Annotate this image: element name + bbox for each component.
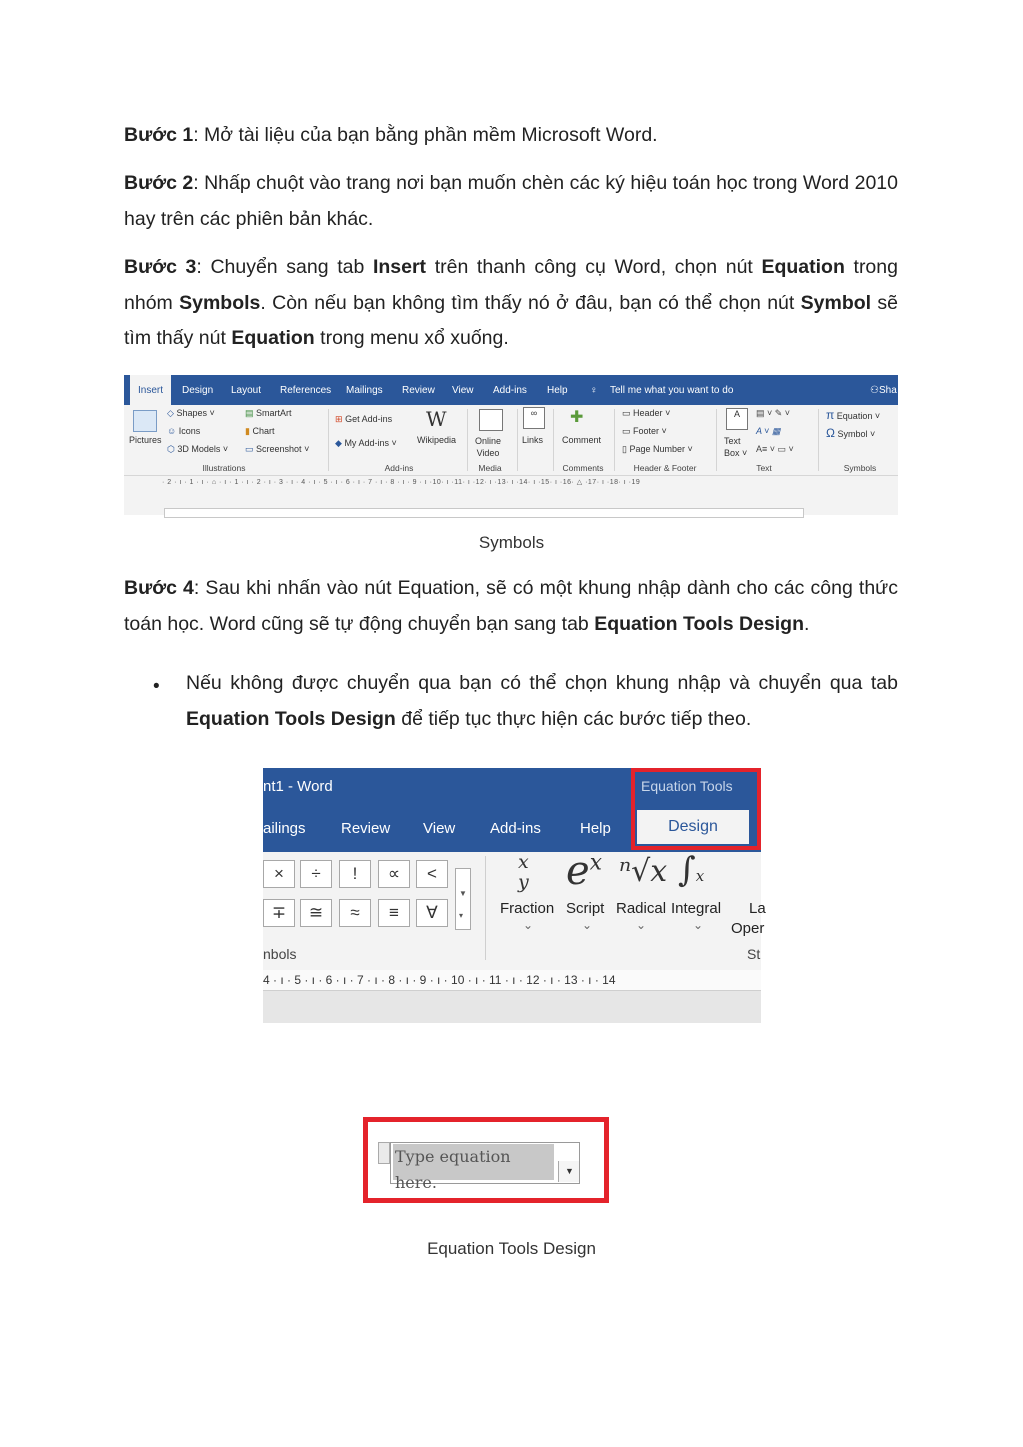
radical-icon: ⁿ√x xyxy=(619,854,668,889)
my-addins-label: My Add-ins xyxy=(344,438,389,448)
equation-tools-screenshot xyxy=(263,768,766,1022)
large-operator-button[interactable]: La xyxy=(749,900,766,917)
header-icon: ▭ xyxy=(622,408,631,418)
group-separator xyxy=(614,409,615,471)
cube-icon: ⬡ xyxy=(167,444,175,454)
get-addins-button[interactable] xyxy=(335,414,392,425)
step3-text-4: . Còn nếu bạn không tìm thấy nó ở đâu, bạn có thể chọn nút xyxy=(260,291,801,314)
tab-help[interactable]: Help xyxy=(547,385,568,396)
caption-equation-tools-design: Equation Tools Design xyxy=(427,1239,596,1258)
step1-text: : Mở tài liệu của bạn bằng phần mềm Microsoft Word. xyxy=(193,124,658,146)
header-label: Header xyxy=(633,408,663,418)
step3-bold-equation-2: Equation xyxy=(231,327,315,349)
chevron-down-icon: ▼ xyxy=(565,1166,574,1176)
smartart-button[interactable] xyxy=(245,408,292,419)
tab-addins[interactable]: Add-ins xyxy=(493,385,527,396)
comment-icon: ✚ xyxy=(570,409,584,426)
document-canvas xyxy=(164,508,804,518)
bullet-text-1: Nếu không được chuyển qua bạn có thể chọn khung nhập và chuyển qua tab xyxy=(186,672,898,694)
wikipedia-button[interactable]: Wikipedia xyxy=(417,435,457,445)
footer-label: Footer xyxy=(633,426,660,436)
dropcap-icon[interactable]: A≡ ˅ ▭ ˅ xyxy=(756,444,794,454)
step3-paragraph xyxy=(124,250,898,357)
shapes-button[interactable]: ◇ Shapes ˅ xyxy=(167,408,215,418)
chart-icon: ▮ xyxy=(245,426,250,436)
equation-tools-label: Equation Tools xyxy=(641,778,733,794)
step1-label: Bước 1 xyxy=(124,124,194,146)
equation-button[interactable]: π Equation ˅ xyxy=(826,408,881,422)
tab-review[interactable]: Review xyxy=(341,820,391,837)
horizontal-ruler: 4 · ı · 5 · ı · 6 · ı · 7 · ı · 8 · ı · 9 · ı · 10 · ı · 11 · ı · 12 · ı · 13 · ı · 14 xyxy=(263,970,761,990)
equation-options-dropdown[interactable] xyxy=(558,1161,579,1182)
step3-text-3: trong nhóm xyxy=(124,256,898,314)
group-separator xyxy=(517,409,518,471)
group-illustrations: Illustrations xyxy=(202,463,246,473)
group-symbols-label: nbols xyxy=(263,946,297,962)
insert-ribbon-screenshot xyxy=(124,375,898,515)
symbol-divide[interactable]: ÷ xyxy=(300,860,332,888)
wikipedia-icon: W xyxy=(426,407,447,431)
page-number-label: Page Number xyxy=(629,444,685,454)
share-button[interactable] xyxy=(870,375,897,405)
symbol-times[interactable]: × xyxy=(263,860,295,888)
footer-button[interactable]: ▭ Footer ˅ xyxy=(622,426,667,436)
3d-models-button[interactable]: ⬡ 3D Models ˅ xyxy=(167,444,229,454)
tab-references[interactable]: References xyxy=(280,385,332,396)
chart-button[interactable] xyxy=(245,426,274,437)
addins-icon: ◆ xyxy=(335,438,342,448)
footer-icon: ▭ xyxy=(622,426,631,436)
step4-bold-equation-tools: Equation Tools Design xyxy=(594,612,804,635)
shapes-icon: ◇ xyxy=(167,408,174,418)
online-video-label-2: Video xyxy=(476,448,500,458)
window-title: nt1 - Word xyxy=(263,778,333,795)
my-addins-button[interactable]: ◆ My Add-ins ˅ xyxy=(335,438,397,448)
tab-review[interactable]: Review xyxy=(402,385,435,396)
tell-me-search[interactable]: Tell me what you want to do xyxy=(610,385,734,396)
symbol-congruent[interactable]: ≅ xyxy=(300,899,332,927)
tab-view[interactable]: View xyxy=(423,820,456,837)
radical-button[interactable]: Radical xyxy=(616,900,667,917)
equation-input[interactable]: Type equation here. xyxy=(393,1144,554,1180)
group-separator xyxy=(818,409,819,471)
fraction-icon: x y xyxy=(518,851,529,893)
icons-button[interactable] xyxy=(167,426,200,436)
group-symbols: Symbols xyxy=(843,463,877,473)
screenshot-icon: ▭ xyxy=(245,444,254,454)
gallery-scrollbar[interactable] xyxy=(455,868,471,930)
symbol-factorial[interactable]: ! xyxy=(339,860,371,888)
group-separator xyxy=(485,856,486,960)
icons-icon: ☺ xyxy=(167,426,177,436)
smartart-icon: ▤ xyxy=(245,408,254,418)
step3-text-1: : Chuyển sang tab xyxy=(196,256,373,278)
ribbon-tab-bar xyxy=(124,375,898,405)
shapes-label: Shapes xyxy=(176,408,207,418)
step3-bold-insert: Insert xyxy=(372,256,427,278)
equation-label: Equation xyxy=(836,411,873,421)
group-media: Media xyxy=(478,463,502,473)
large-operator-label-2: Oper xyxy=(731,920,765,937)
tab-design[interactable]: Design xyxy=(182,385,214,396)
step3-bold-symbol: Symbol xyxy=(800,291,872,314)
online-video-label-1: Online xyxy=(475,436,502,446)
chart-label: Chart xyxy=(252,426,275,436)
online-video-icon xyxy=(479,409,503,431)
integral-icon: ∫x xyxy=(678,850,705,890)
symbol-proportional[interactable]: ∝ xyxy=(378,860,410,888)
scroll-down-icon: ▼ xyxy=(459,889,467,898)
script-icon: $e^x$ xyxy=(566,848,603,894)
comment-button[interactable]: Comment xyxy=(562,435,602,445)
drag-handle-icon[interactable] xyxy=(378,1142,390,1164)
group-separator xyxy=(716,409,717,471)
step4-paragraph xyxy=(124,571,898,642)
symbol-button[interactable]: Ω Symbol ˅ xyxy=(826,426,876,440)
pi-icon: π xyxy=(826,408,835,422)
symbol-label: Symbol xyxy=(837,429,868,439)
symbol-less-than[interactable]: < xyxy=(416,860,448,888)
header-button[interactable]: ▭ Header ˅ xyxy=(622,408,671,418)
step2-text: : Nhấp chuột vào trang nơi bạn muốn chèn các ký hiệu toán học trong Word 2010 hay trên các phiên bản khác. xyxy=(124,172,898,230)
step3-text-6: trong menu xổ xuống. xyxy=(314,327,509,349)
group-text: Text xyxy=(756,463,772,473)
3d-models-label: 3D Models xyxy=(177,444,221,454)
tab-insert[interactable]: Insert xyxy=(130,375,171,405)
tab-mailings[interactable]: Mailings xyxy=(346,385,383,396)
integral-chevron-icon: ⌄ xyxy=(693,918,704,932)
step4-text-1: : Sau khi nhấn vào nút Equation, sẽ có một khung nhập dành cho các công thức toán học. Word cũng sẽ tự động chuyển bạn sang tab xyxy=(124,577,898,635)
horizontal-ruler: · 2 · ı · 1 · ı · ⌂ · ı · 1 · ı · 2 · ı · 3 · ı · 4 · ı · 5 · ı · 6 · ı · 7 · ı · 8 · ı · 9 · ı ·10· ı ·11· ı ·12· ı ·13· ı ·14· ı ·15· ı ·16· △ ·17· ı ·18· ı ·19 xyxy=(162,479,641,486)
quick-parts-icon[interactable]: ▤ ˅ ✎ ˅ xyxy=(756,408,791,418)
tab-addins[interactable]: Add-ins xyxy=(490,820,541,837)
fraction-button[interactable]: Fraction xyxy=(500,900,555,917)
step2-label: Bước 2 xyxy=(124,172,194,194)
symbol-for-all[interactable]: ∀ xyxy=(416,899,448,927)
group-addins: Add-ins xyxy=(384,463,414,473)
online-video-button[interactable] xyxy=(475,435,501,459)
omega-icon: Ω xyxy=(826,426,835,440)
tab-design[interactable]: Design xyxy=(637,810,749,844)
text-box-button[interactable]: Text Box ˅ xyxy=(724,436,748,458)
page-number-icon: ▯ xyxy=(622,444,627,454)
text-box-label-2: Box xyxy=(724,448,740,458)
bullet-text-2: để tiếp tục thực hiện các bước tiếp theo. xyxy=(395,707,752,730)
pictures-icon xyxy=(133,410,157,432)
step1-paragraph xyxy=(124,118,898,154)
screenshot-label: Screenshot xyxy=(256,444,302,454)
bullet-marker: • xyxy=(153,676,160,697)
highlight-box xyxy=(631,768,761,850)
radical-chevron-icon: ⌄ xyxy=(636,918,647,932)
group-separator xyxy=(467,409,468,471)
caption-symbols: Symbols xyxy=(478,533,545,552)
links-button[interactable]: Links xyxy=(522,435,544,445)
group-header-footer: Header & Footer xyxy=(633,463,697,473)
share-label: Sha xyxy=(878,385,897,396)
group-separator xyxy=(553,409,554,471)
step3-text-5: sẽ tìm thấy nút xyxy=(124,291,898,349)
links-icon: ∞ xyxy=(523,407,545,429)
text-box-label-1: Text xyxy=(724,436,741,446)
store-icon: ⊞ xyxy=(335,414,343,424)
step3-bold-equation: Equation xyxy=(761,256,845,278)
step4-text-2: . xyxy=(804,612,810,635)
step3-bold-symbols: Symbols xyxy=(179,291,261,314)
group-comments: Comments xyxy=(562,463,604,473)
screenshot-button[interactable]: ▭ Screenshot ˅ xyxy=(245,444,310,454)
text-box-icon: A xyxy=(726,408,748,430)
lightbulb-icon: ♀ xyxy=(590,385,598,396)
wordart-icon[interactable]: A ˅ ▦ xyxy=(756,426,781,436)
tab-help[interactable]: Help xyxy=(580,820,611,837)
tab-mailings[interactable]: ailings xyxy=(263,820,306,837)
group-structures-label: St xyxy=(747,946,761,962)
symbol-minus-plus[interactable]: ∓ xyxy=(263,899,295,927)
document-area xyxy=(263,990,761,1023)
get-addins-label: Get Add-ins xyxy=(345,414,393,424)
page-number-button[interactable]: ▯ Page Number ˅ xyxy=(622,444,693,454)
person-icon: ⚇ xyxy=(870,385,879,396)
bullet-bold-equation-tools: Equation Tools Design xyxy=(186,707,396,730)
step2-paragraph xyxy=(124,166,898,237)
fraction-chevron-icon: ⌄ xyxy=(523,918,534,932)
symbol-approx[interactable]: ≈ xyxy=(339,899,371,927)
step3-text-2: trên thanh công cụ Word, chọn nút xyxy=(426,256,762,278)
group-separator xyxy=(328,409,329,471)
tab-view[interactable]: View xyxy=(452,385,474,396)
icons-label: Icons xyxy=(178,426,201,436)
symbol-equivalent[interactable]: ≡ xyxy=(378,899,410,927)
script-chevron-icon: ⌄ xyxy=(582,918,593,932)
bullet-paragraph xyxy=(186,666,898,737)
integral-button[interactable]: Integral xyxy=(671,900,722,917)
pictures-button[interactable]: Pictures xyxy=(129,435,162,445)
step4-label: Bước 4 xyxy=(124,577,194,599)
tab-layout[interactable]: Layout xyxy=(231,385,262,396)
step3-label: Bước 3 xyxy=(124,256,197,278)
more-icon: ▾ xyxy=(459,911,464,920)
smartart-label: SmartArt xyxy=(256,408,292,418)
script-button[interactable]: Script xyxy=(566,900,605,917)
